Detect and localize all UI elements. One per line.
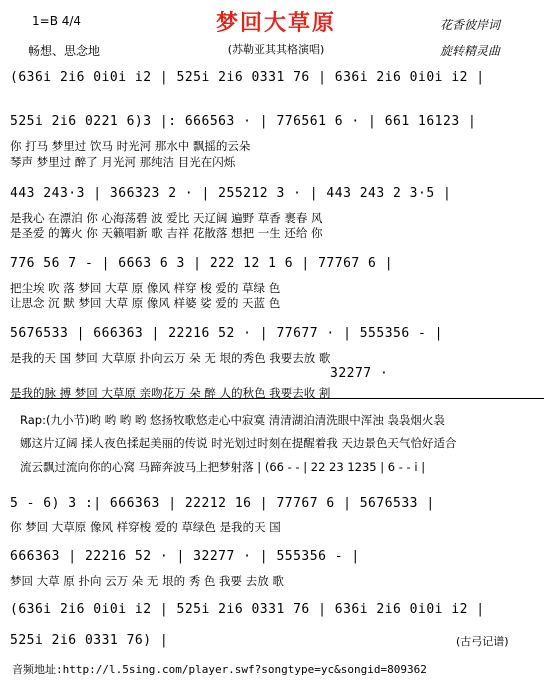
key-signature: 1=B 4/4 bbox=[32, 14, 82, 28]
lyricist-credit: 花香彼岸词 bbox=[440, 18, 501, 32]
notation-line: 5676533 | 666363 | 22216 52 · | 77677 · | 555356 - | bbox=[10, 326, 443, 341]
section-divider bbox=[10, 398, 544, 399]
notation-line: (636i 2i6 0i0i i2 | 525i 2i6 0331 76 | 636i 2i6 0i0i i2 | bbox=[10, 602, 485, 617]
lyric-line: 梦回 大草 原 扑向 云万 朵 无 垠的 秀 色 我要 去放 歌 bbox=[10, 574, 284, 588]
performer-subtitle: (苏勒亚其其格演唱) bbox=[227, 43, 325, 56]
lyric-line: 你 打马 梦里过 饮马 时光河 那水中 飘摇的云朵 bbox=[10, 139, 251, 153]
lyric-line: 是我的天 国 梦回 大草原 扑向云万 朵 无 垠的秀色 我要去放 歌 bbox=[10, 351, 331, 365]
lyric-line: 让思念 沉 默 梦回 大草 原 像风 样婆 娑 爱的 天蓝 色 bbox=[10, 296, 281, 310]
notation-line: 666363 | 22216 52 · | 32277 · | 555356 - | bbox=[10, 549, 360, 564]
notation-line: 776 56 7 - | 6663 6 3 | 222 12 1 6 | 77767 6 | bbox=[10, 256, 394, 271]
rap-line-3: 流云飘过流向你的心窝 马蹄奔波马上把梦射落 | (66 - - | 22 23 1235 | 6 - - i | bbox=[20, 460, 426, 474]
notation-line: (636i 2i6 0i0i i2 | 525i 2i6 0331 76 | 636i 2i6 0i0i i2 | bbox=[10, 70, 485, 85]
notation-line: 443 243·3 | 366323 2 · | 255212 3 · | 443 243 2 3·5 | bbox=[10, 186, 452, 201]
lyric-line: 琴声 梦里过 醉了 月光河 那纯洁 目光在闪烁 bbox=[10, 155, 236, 169]
song-title: 梦回大草原 bbox=[215, 11, 336, 36]
rap-line-1: Rap:(九小节)哟 哟 哟 哟 悠扬牧歌悠走心中寂寞 清清湖泊清洗眼中浑浊 袅袅烟火袅 bbox=[20, 413, 445, 427]
lyric-line: 你 梦回 大草原 像风 样穿梭 爱的 草绿色 是我的天 国 bbox=[10, 520, 281, 534]
transcriber-credit: (古弓记谱) bbox=[456, 635, 509, 648]
mood-marking: 畅想、思念地 bbox=[28, 44, 101, 58]
audio-link[interactable]: 音频地址:http://l.5sing.com/player.swf?songtype=yc&songid=809362 bbox=[12, 663, 427, 676]
composer-credit: 旋转精灵曲 bbox=[440, 44, 501, 58]
lyric-line: 把尘埃 吹 落 梦回 大草 原 像风 样穿 梭 爱的 草绿 色 bbox=[10, 281, 281, 295]
rap-line-2: 娜这片辽阔 揉人夜色揉起美丽的传说 时光划过时刻在提醒着我 天边景色天气恰好适合 bbox=[20, 436, 457, 450]
notation-line: 525i 2i6 0331 76) | bbox=[10, 633, 169, 648]
lyric-line: 是我的脉 搏 梦回 大草原 亲吻花万 朵 醉 人的秋色 我要去收 割 bbox=[10, 386, 331, 400]
notation-line: 32277 · bbox=[330, 366, 389, 381]
lyric-line: 是圣爱 的篝火 你 天籁唱新 歌 吉祥 花散落 想把 一生 还给 你 bbox=[10, 226, 323, 240]
lyric-line: 是我心 在漂泊 你 心海荡碧 波 爱比 天辽阔 遍野 草香 裹春 风 bbox=[10, 211, 323, 225]
notation-line: 525i 2i6 0221 6)3 |: 666563 · | 776561 6 · | 661 16123 | bbox=[10, 114, 477, 129]
notation-line: 5 - 6) 3 :| 666363 | 22212 16 | 77767 6 | 5676533 | bbox=[10, 496, 435, 511]
